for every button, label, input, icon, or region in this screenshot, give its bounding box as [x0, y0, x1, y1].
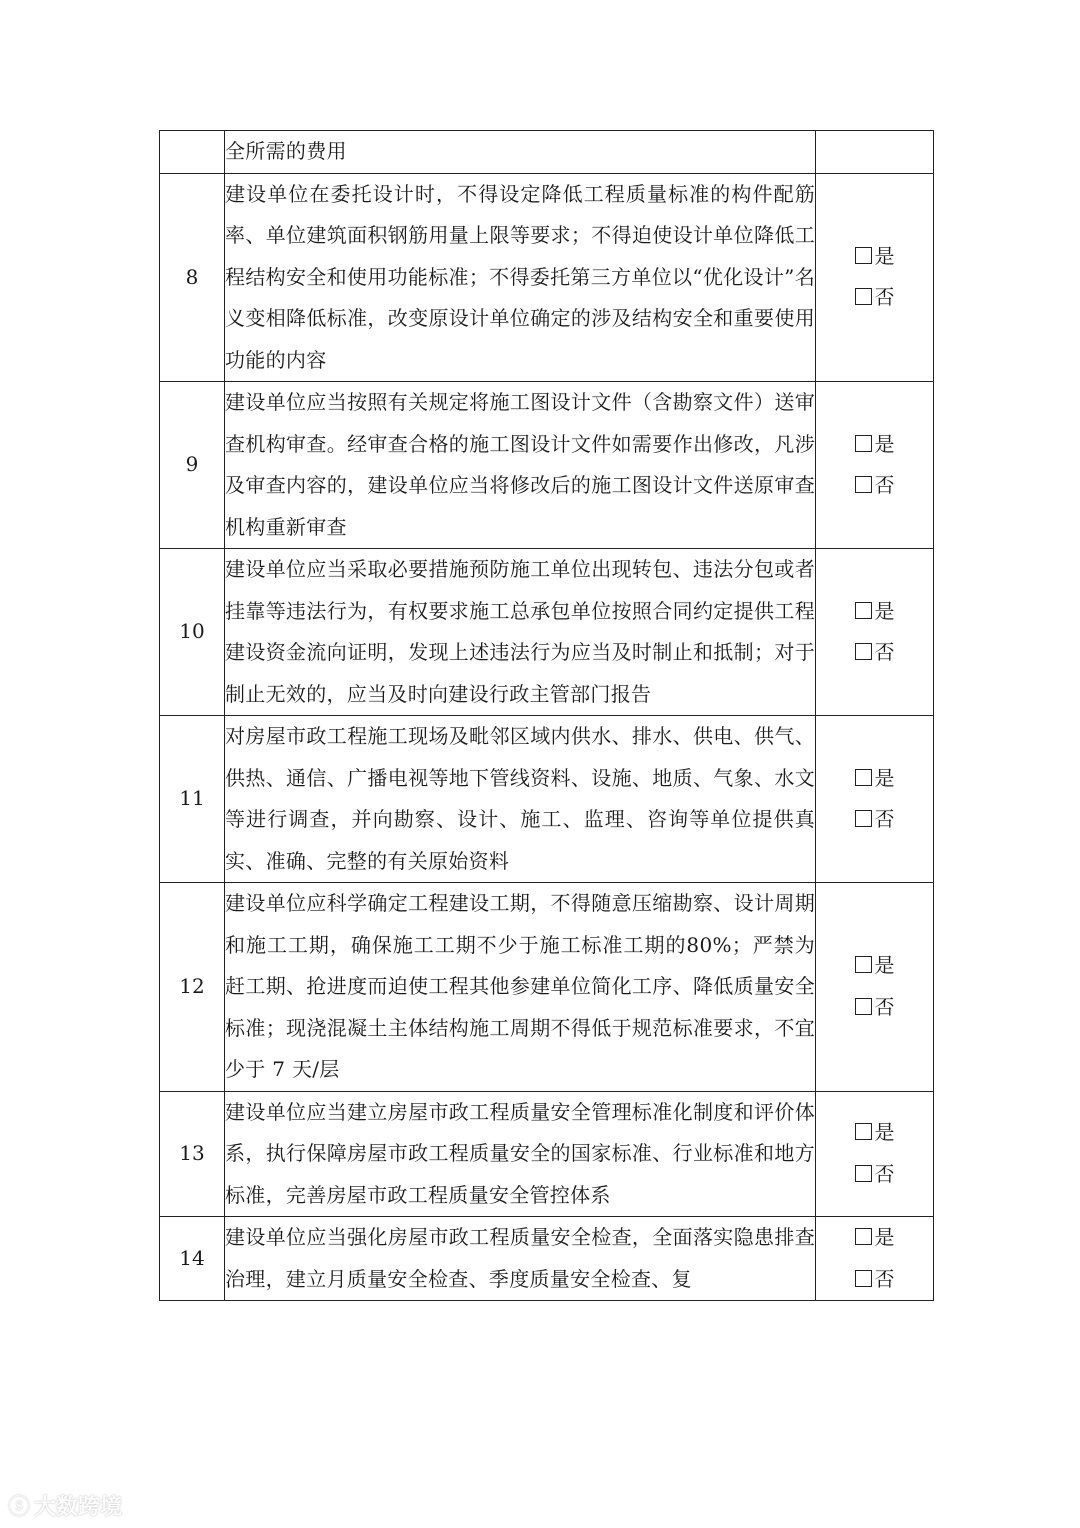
option-label: 是: [874, 1225, 895, 1249]
item-content: 全所需的费用: [225, 131, 816, 174]
no-option[interactable]: [816, 632, 933, 674]
checkbox-icon[interactable]: [855, 476, 872, 493]
item-content: 建设单位应当建立房屋市政工程质量安全管理标准化制度和评价体系，执行保障房屋市政工程质量安全的国家标准、行业标准和地方标准，完善房屋市政工程质量安全管控体系: [225, 1091, 816, 1217]
checkbox-icon[interactable]: [855, 1165, 872, 1182]
checkbox-icon[interactable]: [855, 810, 872, 827]
watermark: [8, 1490, 122, 1521]
item-number: 9: [160, 382, 225, 549]
no-option[interactable]: [816, 987, 933, 1029]
option-label: 是: [874, 1120, 895, 1145]
table-row: [160, 549, 934, 716]
no-option[interactable]: [816, 1154, 933, 1196]
check-cell: [816, 716, 934, 883]
item-number: 11: [160, 716, 225, 883]
check-cell: [816, 1091, 934, 1217]
table-row: [160, 1217, 934, 1301]
option-label: 否: [874, 640, 895, 664]
item-number: 14: [160, 1217, 225, 1301]
checkbox-icon[interactable]: [855, 247, 872, 264]
checkbox-icon[interactable]: [855, 956, 872, 973]
yes-option[interactable]: [816, 945, 933, 987]
table-row: [160, 1091, 934, 1217]
logo-icon: ⓢ: [8, 1495, 31, 1520]
yes-option[interactable]: [816, 1217, 933, 1259]
item-number: 8: [160, 173, 225, 382]
option-label: 是: [874, 765, 895, 790]
checkbox-icon[interactable]: [855, 1228, 872, 1245]
option-label: 是: [874, 953, 895, 978]
item-number: 12: [160, 883, 225, 1092]
check-cell: [816, 1217, 934, 1301]
yes-option[interactable]: [816, 424, 933, 466]
no-option[interactable]: [816, 465, 933, 507]
watermark-text: 大数跨境: [34, 1495, 123, 1520]
table-row: [160, 716, 934, 883]
check-cell: [816, 131, 934, 174]
checkbox-icon[interactable]: [855, 1270, 872, 1287]
option-label: 是: [874, 243, 895, 268]
checkbox-icon[interactable]: [855, 288, 872, 305]
option-label: 否: [874, 807, 895, 831]
yes-option[interactable]: [816, 758, 933, 800]
item-content: 对房屋市政工程施工现场及毗邻区域内供水、排水、供电、供气、供热、通信、广播电视等地下管线资料、设施、地质、气象、水文等进行调查，并向勘察、设计、施工、监理、咨询等单位提供真实、准确、完整的有关原始资料: [225, 716, 816, 883]
check-cell: [816, 382, 934, 549]
item-number: 10: [160, 549, 225, 716]
check-cell: [816, 883, 934, 1092]
item-number: [160, 131, 225, 174]
checklist-table: [159, 130, 934, 1301]
checkbox-icon[interactable]: [855, 1123, 872, 1140]
check-cell: [816, 549, 934, 716]
item-content: 建设单位应当强化房屋市政工程质量安全检查，全面落实隐患排查治理，建立月质量安全检查、季度质量安全检查、复: [225, 1217, 816, 1301]
checkbox-icon[interactable]: [855, 643, 872, 660]
item-content: 建设单位应科学确定工程建设工期，不得随意压缩勘察、设计周期和施工工期，确保施工工期不少于施工标准工期的80%；严禁为赶工期、抢进度而迫使工程其他参建单位简化工序、降低质量安全标准；现浇混凝土主体结构施工周期不得低于规范标准要求，不宜少于 7 天/层: [225, 883, 816, 1092]
table-row: [160, 883, 934, 1092]
yes-option[interactable]: [816, 236, 933, 278]
item-number: 13: [160, 1091, 225, 1217]
checkbox-icon[interactable]: [855, 769, 872, 786]
option-label: 否: [874, 1266, 895, 1291]
no-option[interactable]: [816, 1259, 933, 1301]
no-option[interactable]: [816, 799, 933, 841]
check-cell: [816, 173, 934, 382]
option-label: 否: [874, 994, 895, 1019]
option-label: 否: [874, 473, 895, 497]
item-content: 建设单位在委托设计时，不得设定降低工程质量标准的构件配筋率、单位建筑面积钢筋用量上限等要求；不得迫使设计单位降低工程结构安全和使用功能标准；不得委托第三方单位以“优化设计”名义变相降低标准，改变原设计单位确定的涉及结构安全和重要使用功能的内容: [225, 173, 816, 382]
table-row: [160, 382, 934, 549]
yes-option[interactable]: [816, 1112, 933, 1154]
yes-option[interactable]: [816, 591, 933, 633]
table-row: [160, 131, 934, 174]
table-row: [160, 173, 934, 382]
no-option[interactable]: [816, 277, 933, 319]
option-label: 否: [874, 285, 895, 310]
checkbox-icon[interactable]: [855, 602, 872, 619]
option-label: 否: [874, 1161, 895, 1186]
checkbox-icon[interactable]: [855, 998, 872, 1015]
checkbox-icon[interactable]: [855, 435, 872, 452]
item-content: 建设单位应当采取必要措施预防施工单位出现转包、违法分包或者挂靠等违法行为，有权要求施工总承包单位按照合同约定提供工程建设资金流向证明，发现上述违法行为应当及时制止和抵制；对于制止无效的，应当及时向建设行政主管部门报告: [225, 549, 816, 716]
option-label: 是: [874, 598, 895, 623]
item-content: 建设单位应当按照有关规定将施工图设计文件（含勘察文件）送审查机构审查。经审查合格的施工图设计文件如需要作出修改，凡涉及审查内容的，建设单位应当将修改后的施工图设计文件送原审查机构重新审查: [225, 382, 816, 549]
option-label: 是: [874, 431, 895, 456]
